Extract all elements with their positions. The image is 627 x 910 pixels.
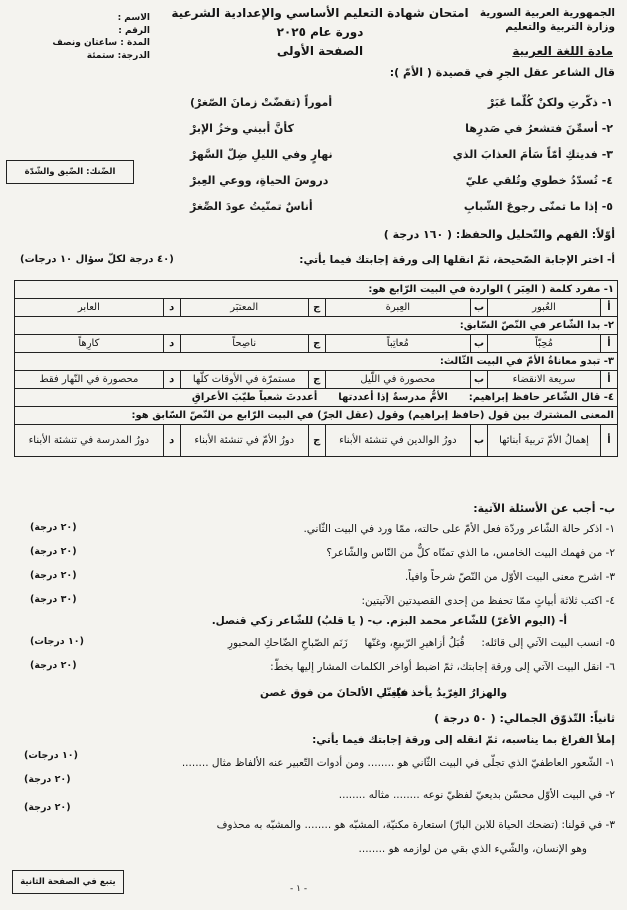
part-2-q3-cont: وهو الإنسان، والشّيء الذي بقي من لوازمه هو ........ [358,843,587,855]
part-b-q1: ١- اذكر حالة الشّاعر وردّة فعل الأمّ على حالته، ممّا ورد في البيت الثّاني. [303,523,615,535]
poem-line-4-left: دروسَ الحياةِ، ووعي العِبرْ [190,174,329,187]
student-name-field: الاسم : [117,13,150,23]
part-b-q3-marks: (٢٠ درجة) [30,570,77,581]
q6-verse-right: والهزارُ الغِرّيدُ يأخذ علينا [383,687,507,699]
exam-title-block [170,4,470,61]
mcq-options-1: أ العُبور ب العِبرة ج المعتبَر د العابر [15,299,618,317]
part-2-q3: ٣- في قولنا: (تضحك الحياة للابن البارّ) استعارة مكنيّة، المشبّه هو ........ والمشبّه به محذوف [216,819,615,831]
country-name: الجمهورية العربية السورية [479,7,615,19]
poem-line-3-right: ٣- فديتكِ أمّاً سَأمَ العذابَ الذي [452,148,613,161]
part-b-q3: ٣- اشرح معنى البيت الأوّل من النّصّ شرحاً وافياً. [404,571,615,583]
exam-duration: المدة : ساعتان ونصف [52,38,150,48]
student-info [20,12,150,62]
ministry-header [465,6,615,34]
part-b-q2: ٢- من فهمك البيت الخامس، ما الذي تمنّاه كلٌّ من النّاس والشّاعر؟ [326,547,615,559]
exam-title: امتحان شهادة التعليم الأساسي والإعدادية الشرعية [171,6,469,20]
part-1-title: أوّلاً: الفهم والتّحليل والحفظ: ( ١٦٠ درجة ) [383,228,615,241]
part-a-title: أ- اختر الإجابة الصّحيحة، ثمّ انقلها إلى ورقة إجابتك فيما يأتي: [299,254,615,266]
student-number-field: الرقم : [118,25,150,36]
part-b-q1-marks: (٢٠ درجة) [30,522,77,533]
poem-line-2-right: ٢- أسمِّنَ فتشعرُ في صَدرِها [465,122,613,135]
exam-session: دورة عام ٢٠٢٥ [276,25,364,39]
part-2-q2-marks: (٢٠ درجة) [24,774,71,785]
mcq-options-3: أ سريعة الانقضاء ب محصورة في اللّيل ج مستمرّة في الأوقات كلّها د محصورة في النّهار فقط [15,371,618,389]
subject-title: مادة اللغة العربية [512,44,613,58]
poem-choices: أ- (اليوم الأغرّ) للشّاعر محمد البزم. ب- ( يا قلبُ) للشّاعر زكي قنصل. [211,615,567,627]
part-b-q4-marks: (٣٠ درجة) [30,594,77,605]
part-b-q6-marks: (٢٠ درجة) [30,660,77,671]
exam-score: الدرجة: ستمئة [86,50,150,61]
poem-line-4-right: ٤- تُسدّدُ خطوي وتُلقي عليّ [465,174,613,187]
mcq-question-3: ٣- تبدو معاناةُ الأمّ في البيت الثّالث: [15,353,618,371]
quoted-verse-right: الأمُّ مدرسةٌ إذا أعددتها [338,392,448,403]
mcq-question-2: ٢- بدا الشّاعر في النّصّ السّابق: [15,317,618,335]
poem-line-2-left: كأنَّ أبيني وخزُ الإبرْ [190,122,294,135]
poem-line-1-left: أموراً (تقضّتْ زمانَ الصّغرْ) [190,96,333,109]
poem-line-5-right: ٥- إذا ما تمنّى رجوعَ الشّبابِ [463,200,613,213]
part-2-instruction: إملأ الفراغ بما يناسبه، ثمّ انقله إلى ورقة إجابتك فيما يأتي: [312,734,615,746]
page-number: - ١ - [290,884,308,894]
part-b-q5-marks: (١٠ درجات) [30,636,84,647]
quoted-verse-left: أعددتَ شعباً طيّبَ الأعراقِ [191,392,318,403]
part-2-q1-marks: (١٠ درجات) [24,750,78,761]
part-b-title: ب- أجب عن الأسئلة الآتية: [473,502,615,515]
poem-intro: قال الشاعر عقل الجرِ في قصيدة ( الأمّ ): [389,66,615,79]
ministry-name: وزارة التربية والتعليم [505,21,615,33]
poem-line-3-left: نهارٍ وفي الليلِ ضِلّ السَّهرْ [190,148,333,161]
continue-next-page-box: يتبع في الصفحة الثانية [12,870,124,894]
poem-line-1-right: ١- ذكّرتِ ولكنْ كُلّما عَبَرْ [487,96,613,109]
q6-verse-left: فيُغنّي الألحانَ من فوق غصن [260,687,409,699]
mcq-options-2: أ مُحِبّاً ب مُعاتِباً ج ناصِحاً د كارِهاً [15,335,618,353]
part-2-q1: ١- الشّعور العاطفيّ الذي تجلّى في البيت الثّاني هو ........ ومن أدوات التّعبير عنه الألفاظ مثال ........ [181,757,615,769]
poem-line-5-left: أناسٌ تمنّيتُ عودَ الصِّغرْ [190,200,313,213]
part-2-q2: ٢- في البيت الأوّل محسّن بديعيّ لفظيّ نوعه ........ مثاله ........ [338,789,615,801]
mcq-question-4: ٤- قال الشّاعر حافظ إبراهيم: الأمُّ مدرسةٌ إذا أعددتها أعددتَ شعباً طيّبَ الأعراقِ [15,389,618,407]
part-b-q6: ٦- انقل البيت الآتي إلى ورقة إجابتك، ثمّ اضبط أواخر الكلمات المشار إليها بخطّ: [270,661,615,673]
mcq-table [14,280,618,457]
vocabulary-note-box: الضّنك: الضّيق والشّدّة [6,160,134,184]
part-2-title: ثانياً: التّذوّق الجمالي: ( ٥٠ درجة ) [434,712,615,725]
page-label: الصفحة الأولى [276,44,364,58]
part-b-q2-marks: (٢٠ درجة) [30,546,77,557]
mcq-options-4: أ إهمالُ الأمّ تربيةَ أبنائها ب دورُ الوالدين في تنشئة الأبناء ج دورُ الأمّ في تنشئة الأبناء د دورُ المدرسة في تنشئة الأبناء [15,425,618,457]
part-b-q4: ٤- اكتب ثلاثة أبياتٍ ممّا تحفظ من إحدى القصيدتين الآتيتين: [361,595,615,607]
part-2-q3-marks: (٢٠ درجة) [24,802,71,813]
mcq-question-1: ١- مفرد كلمة ( العِبَر ) الواردة في البيت الرّابع هو: [15,281,618,299]
part-b-q5: ٥- انسب البيت الآتي إلى قائله: قُبَلُ أزاهيرِ الرّبيعِ، وغنّها زَنَم الصّباحِ الضّاحكِ المحبورِ [227,637,615,649]
mcq-question-4-text: المعنى المشترك بين قول (حافظ إبراهيم) وقول (عقل الجرّ) في البيت الرّابع من النّصّ السّابق هو: [15,407,618,425]
part-a-marks: (٤٠ درجة لكلّ سؤال ١٠ درجات) [20,254,174,265]
